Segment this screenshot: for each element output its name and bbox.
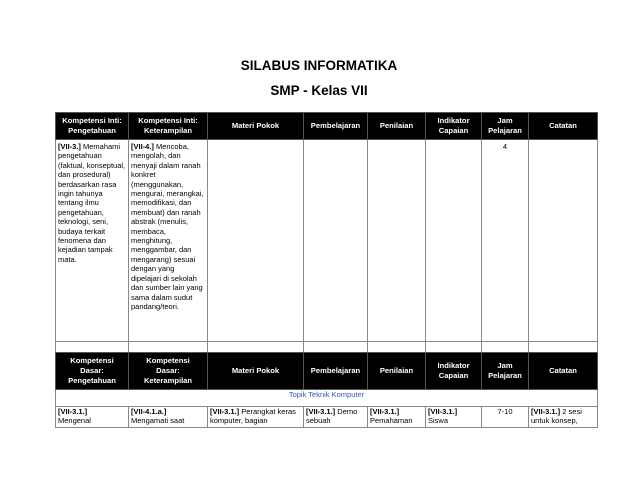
cell-pembelajaran: [VII-3.1.] Demo sebuah bbox=[304, 407, 368, 428]
spacer-cell bbox=[529, 342, 598, 353]
competency-core-table bbox=[55, 112, 598, 353]
header-penilaian: Penilaian bbox=[368, 113, 426, 140]
header-indikator-capaian: Indikator Capaian bbox=[426, 353, 482, 390]
spacer-row bbox=[56, 342, 598, 353]
document-title: SILABUS INFORMATIKA bbox=[240, 58, 398, 73]
cell-indikator-capaian: [VII-3.1.] Siswa bbox=[426, 407, 482, 428]
cell-penilaian: [VII-3.1.] Pemahaman bbox=[368, 407, 426, 428]
table-row bbox=[56, 407, 598, 428]
cell-indikator-capaian bbox=[426, 140, 482, 342]
cell-catatan bbox=[529, 140, 598, 342]
table-header-row bbox=[56, 113, 598, 140]
topic-row bbox=[56, 390, 598, 407]
header-kd-pengetahuan: Kompetensi Dasar: Pengetahuan bbox=[56, 353, 129, 390]
header-catatan: Catatan bbox=[529, 353, 598, 390]
cell-ki-pengetahuan: [VII-3.] Memahami pengetahuan (faktual, konseptual, dan prosedural) berdasarkan rasa ingin tahunya tentang ilmu pengetahuan, teknologi, seni, budaya terkait fenomena dan kejadian tampak mata. bbox=[56, 140, 129, 342]
header-pembelajaran: Pembelajaran bbox=[304, 353, 368, 390]
header-jam-pelajaran: Jam Pelajaran bbox=[482, 353, 529, 390]
spacer-cell bbox=[482, 342, 529, 353]
header-materi-pokok: Materi Pokok bbox=[208, 113, 304, 140]
table-header-row bbox=[56, 353, 598, 390]
header-jam-pelajaran: Jam Pelajaran bbox=[482, 113, 529, 140]
spacer-cell bbox=[368, 342, 426, 353]
basic-competency-table bbox=[55, 352, 598, 428]
cell-penilaian bbox=[368, 140, 426, 342]
cell-kd-keterampilan: [VII-4.1.a.] Mengamati saat bbox=[129, 407, 208, 428]
header-pembelajaran: Pembelajaran bbox=[304, 113, 368, 140]
header-ki-pengetahuan: Kompetensi Inti: Pengetahuan bbox=[56, 113, 129, 140]
table-row bbox=[56, 140, 598, 342]
spacer-cell bbox=[426, 342, 482, 353]
header-penilaian: Penilaian bbox=[368, 353, 426, 390]
document-subtitle: SMP - Kelas VII bbox=[270, 83, 368, 98]
cell-materi-pokok: [VII-3.1.] Perangkat keras komputer, bagian bbox=[208, 407, 304, 428]
header-catatan: Catatan bbox=[529, 113, 598, 140]
cell-catatan: [VII-3.1.] 2 sesi untuk konsep, bbox=[529, 407, 598, 428]
cell-jam-pelajaran: 7-10 bbox=[482, 407, 529, 428]
cell-kd-pengetahuan: [VII-3.1.] Mengenal bbox=[56, 407, 129, 428]
header-indikator-capaian: Indikator Capaian bbox=[426, 113, 482, 140]
topic-label: Topik Teknik Komputer bbox=[56, 390, 598, 407]
cell-pembelajaran bbox=[304, 140, 368, 342]
spacer-cell bbox=[208, 342, 304, 353]
header-materi-pokok: Materi Pokok bbox=[208, 353, 304, 390]
cell-materi-pokok bbox=[208, 140, 304, 342]
cell-ki-keterampilan: [VII-4.] Mencoba, mengolah, dan menyaji dalam ranah konkret (menggunakan, mengurai, merangkai, memodifikasi, dan membuat) dan ranah abstrak (menulis, membaca, menghitung, menggambar, dan mengarang) sesuai dengan yang dipelajari di sekolah dan sumber lain yang sama dalam sudut pandang/teori. bbox=[129, 140, 208, 342]
spacer-cell bbox=[129, 342, 208, 353]
spacer-cell bbox=[56, 342, 129, 353]
header-ki-keterampilan: Kompetensi Inti: Keterampilan bbox=[129, 113, 208, 140]
cell-jam-pelajaran: 4 bbox=[482, 140, 529, 342]
spacer-cell bbox=[304, 342, 368, 353]
header-kd-keterampilan: Kompetensi Dasar: Keterampilan bbox=[129, 353, 208, 390]
